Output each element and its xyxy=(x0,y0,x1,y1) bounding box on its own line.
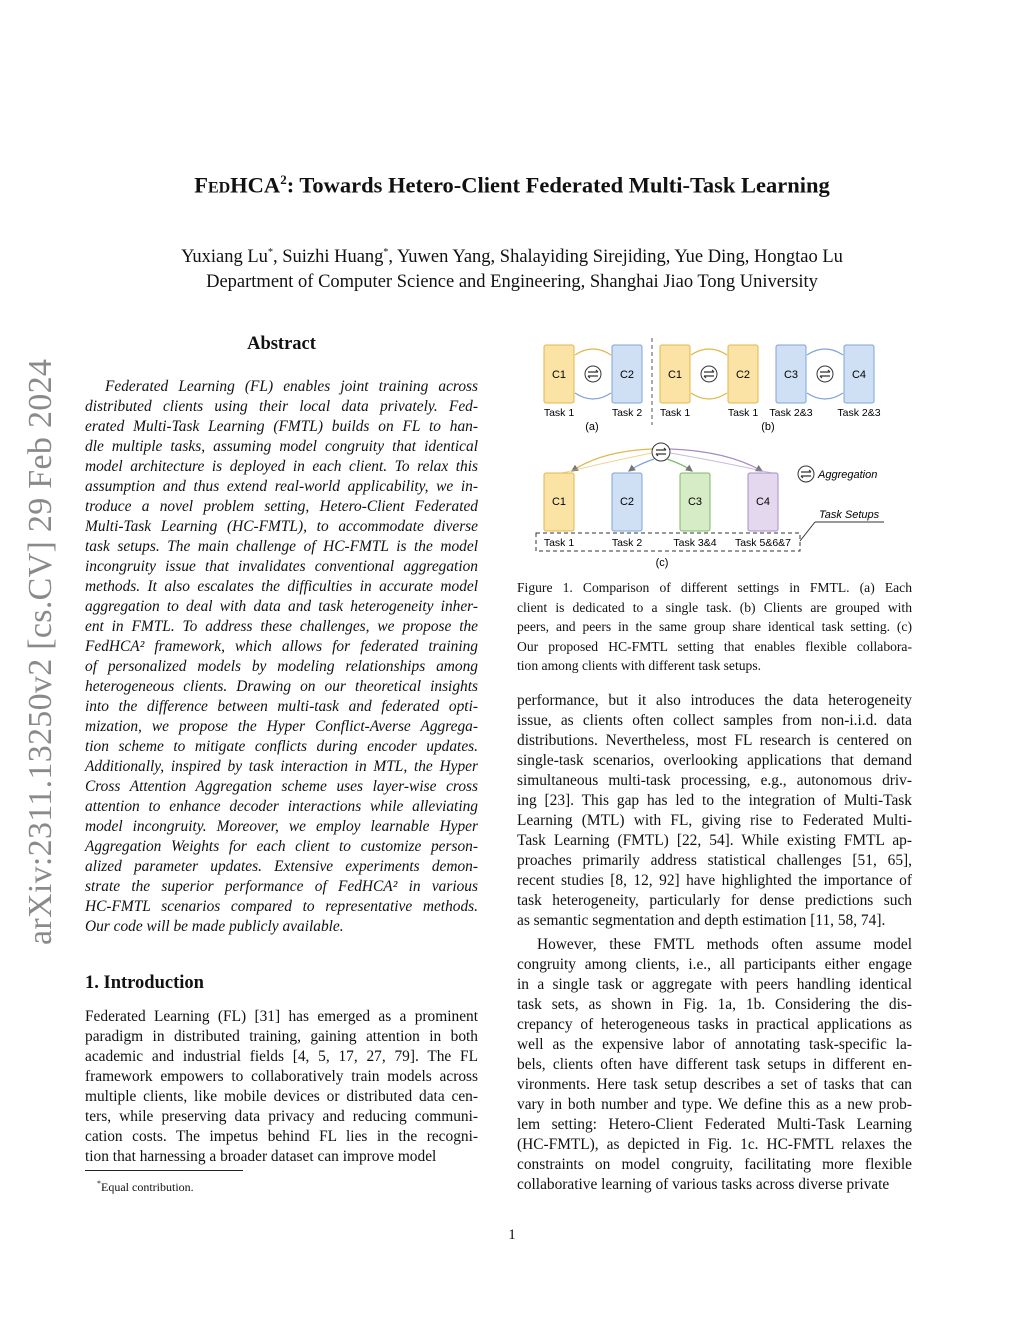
text-line: well as the expensive labor of annotating task-specific la- xyxy=(517,1036,912,1053)
text-line: Federated Learning (FL) [31] has emerged as a prominent xyxy=(85,1008,478,1025)
legend-pointer xyxy=(800,522,815,541)
text-line: bels, clients often have different task setups in different en- xyxy=(517,1056,912,1073)
paragraph xyxy=(517,935,912,1195)
text-line: task heterogeneity, particularly for dense predictions such xyxy=(517,892,912,909)
author-name: Hongtao Lu xyxy=(754,247,843,268)
text-line: lem setting: Hetero-Client Federated Multi-Task Learning xyxy=(517,1116,912,1133)
text-line: distributions. Nevertheless, most FL research is centered on xyxy=(517,732,912,749)
panel-a-label: (a) xyxy=(585,421,599,433)
text-line: aggregation to deal with data and task heterogeneity inher- xyxy=(85,598,478,615)
affiliation: Department of Computer Science and Engineering, Shanghai Jiao Tong University xyxy=(206,272,818,293)
text-line: heterogeneous clients. Drawing on our theoretical insights xyxy=(85,678,478,695)
text-line: methods. It also escalates the difficulties in accurate model xyxy=(85,578,478,595)
text-line: constraints on model congruity, facilitating more flexible xyxy=(517,1156,912,1173)
panel-c-client-label: C4 xyxy=(755,496,771,508)
text-line: strate the superior performance of FedHCA² in various xyxy=(85,878,478,895)
text-line: Task Learning (FMTL) [22, 54]. While existing FMTL ap- xyxy=(517,832,912,849)
text-line: in a single task or aggregate with peers handling identical xyxy=(517,976,912,993)
panel-c-client-label: C2 xyxy=(619,496,635,508)
text-line: paradigm in distributed training, gaining attention in both xyxy=(85,1028,478,1045)
aggregation-legend-icon xyxy=(798,466,814,482)
panel-b-task-label: Task 2&3 xyxy=(769,407,813,419)
text-line: assumption and thus extend real-world applicability, we in- xyxy=(85,478,478,495)
panel-b-task-label: Task 1 xyxy=(727,407,759,419)
panel-b xyxy=(660,345,881,433)
title-method-name: FedHCA xyxy=(194,172,281,198)
author-name: Yuxiang Lu xyxy=(181,247,268,268)
panel-a xyxy=(544,345,643,433)
text-line: simultaneous multi-task processing, e.g., autonomous driv- xyxy=(517,772,912,789)
panel-b-task-label: Task 2&3 xyxy=(837,407,881,419)
figure-1 xyxy=(532,333,892,573)
text-line: Multi-Task Learning (HC-FMTL), to accommodate diverse xyxy=(85,518,478,535)
panel-b-client-label: C3 xyxy=(783,369,799,381)
equal-contribution-mark: * xyxy=(267,247,273,258)
text-line: academic and industrial fields [4, 5, 17, 27, 79]. The FL xyxy=(85,1048,478,1065)
text-line: framework empowers to collaboratively train models across xyxy=(85,1068,478,1085)
legend-aggregation: Aggregation xyxy=(818,469,878,481)
author-name: Yue Ding xyxy=(674,247,745,268)
link-arc xyxy=(670,453,772,473)
panel-a-client-label: C2 xyxy=(619,369,635,381)
aggregation-icon xyxy=(701,366,717,382)
text-line: vironments. Here task setup describes a set of tasks that can xyxy=(517,1076,912,1093)
text-line: model incongruity. Moreover, we employ learnable Hyper xyxy=(85,818,478,835)
text-line: Additionally, inspired by task interaction in MTL, the Hyper xyxy=(85,758,478,775)
text-line: into the difference between multi-task and federated opti- xyxy=(85,698,478,715)
panel-a-client-label: C1 xyxy=(551,369,567,381)
legend-task-setups: Task Setups xyxy=(819,509,880,521)
text-line: Learning (MTL) with FL, giving rise to Federated Multi- xyxy=(517,812,912,829)
panel-c-client-label: C1 xyxy=(551,496,567,508)
text-line: peers, and peers in the same group share identical task setting. (c) xyxy=(517,619,912,634)
text-line: Figure 1. Comparison of different settings in FMTL. (a) Each xyxy=(517,580,912,595)
text-line: incongruity issue that invalidates conventional aggregation xyxy=(85,558,478,575)
text-line: tion among clients with different task setups. xyxy=(517,658,762,673)
text-line: single-task scenarios, overlooking applications that demand xyxy=(517,752,912,769)
text-line: Aggregation Weights for each client to customize person- xyxy=(85,838,478,855)
text-line: attention to enhance decoder interactions while alleviating xyxy=(85,798,478,815)
link-arc xyxy=(807,393,843,399)
text-line: proaches primarily address statistical challenges [51, 65], xyxy=(517,852,912,869)
link-arc xyxy=(575,393,611,399)
panel-b-client-label: C1 xyxy=(667,369,683,381)
text-line: performance, but it also introduces the data heterogeneity xyxy=(517,692,912,709)
text-line: troduce a novel problem setting, Hetero-Client Federated xyxy=(85,498,478,515)
panel-c-client-label: C3 xyxy=(687,496,703,508)
link-arc xyxy=(575,349,611,355)
author-name: Yuwen Yang xyxy=(397,247,491,268)
text-line: HC-FMTL scenarios compared to representative methods. xyxy=(85,898,478,915)
text-line: crepancy of heterogeneous tasks in practical applications as xyxy=(517,1016,912,1033)
text-line: tion that harnessing a broader dataset can improve model xyxy=(85,1148,437,1165)
title-rest: : Towards Hetero-Client Federated Multi-Task Learning xyxy=(286,172,830,198)
text-line: (HC-FMTL), as depicted in Fig. 1c. HC-FMTL relaxes the xyxy=(517,1136,912,1153)
equal-contribution-mark: * xyxy=(383,247,389,258)
author-name: Shalayiding Sirejiding xyxy=(499,247,666,268)
text-line: FedHCA² framework, which allows for federated training xyxy=(85,638,478,655)
link-arc xyxy=(691,393,727,399)
text-line: However, these FMTL methods often assume model xyxy=(537,936,912,953)
text-line: issue, as clients often collect samples from non-i.i.d. data xyxy=(517,712,912,729)
text-line: Federated Learning (FL) enables joint training across xyxy=(105,378,478,395)
link-arc xyxy=(667,459,692,471)
text-line: congruity among clients, i.e., all participants either engage xyxy=(517,956,912,973)
panel-c-task-label: Task 3&4 xyxy=(673,537,717,549)
figure-caption xyxy=(517,578,912,676)
text-line: vary in both number and type. We define this as a new prob- xyxy=(517,1096,912,1113)
paper-title xyxy=(0,172,1024,199)
text-line: task sets, as shown in Fig. 1a, 1b. Considering the dis- xyxy=(517,996,912,1013)
paragraph xyxy=(517,691,912,931)
text-line: alized parameter updates. Extensive experiments demon- xyxy=(85,858,478,875)
panel-b-task-label: Task 1 xyxy=(659,407,691,419)
text-line: client is dedicated to a single task. (b) Clients are grouped with xyxy=(517,599,912,615)
right-column-body xyxy=(517,691,912,1195)
text-line: multiple clients, like mobile devices or distributed data cen- xyxy=(85,1088,478,1105)
text-line: erated Multi-Task Learning (FMTL) builds on FL to han- xyxy=(85,418,478,435)
aggregation-icon xyxy=(585,366,601,382)
text-line: dle multiple tasks, assuming model congruity that identical xyxy=(85,438,478,455)
footnote-text: Equal contribution. xyxy=(101,1180,194,1194)
text-line: as semantic segmentation and depth estimation [11, 58, 74]. xyxy=(517,912,886,929)
author-list: Yuxiang Lu*, Suizhi Huang*, Yuwen Yang, Shalayiding Sirejiding, Yue Ding, Hongtao Lu xyxy=(181,247,843,268)
text-line: distributed clients using their local data privately. Fed- xyxy=(85,398,478,415)
aggregation-icon xyxy=(817,366,833,382)
panel-a-task-label: Task 1 xyxy=(543,407,575,419)
text-line: mization, we propose the Hyper Conflict-Averse Aggrega- xyxy=(85,718,478,735)
panel-a-task-label: Task 2 xyxy=(611,407,643,419)
text-line: ters, while preserving data privacy and reducing communi- xyxy=(85,1108,478,1125)
link-arc xyxy=(691,349,727,355)
text-line: model architecture is deployed in each client. To relax this xyxy=(85,458,478,475)
text-line: cation costs. The impetus behind FL lies in the recogni- xyxy=(85,1128,478,1145)
text-line: task setups. The main challenge of HC-FMTL is the model xyxy=(85,538,478,555)
text-line: tion scheme to mitigate conflicts during encoder updates. xyxy=(85,738,478,755)
text-line: collaborative learning of various tasks across diverse private xyxy=(517,1176,890,1193)
abstract-body xyxy=(85,377,478,937)
introduction-heading: 1. Introduction xyxy=(85,973,204,993)
text-line: Cross Attention Aggregation scheme uses layer-wise cross xyxy=(85,778,478,795)
abstract-heading: Abstract xyxy=(247,334,316,354)
link-arc xyxy=(807,349,843,355)
author-block xyxy=(0,240,1024,295)
panel-c-task-label: Task 2 xyxy=(611,537,643,549)
footnote-mark: * xyxy=(97,1179,101,1188)
introduction-body xyxy=(85,1007,478,1167)
text-line: Our code will be made publicly available. xyxy=(85,918,344,935)
footnote xyxy=(97,1179,194,1195)
panel-c-label: (c) xyxy=(655,557,669,569)
aggregation-icon xyxy=(652,443,670,461)
panel-c xyxy=(536,443,884,569)
text-line: recent studies [8, 12, 92] have highlighted the importance of xyxy=(517,872,912,889)
panel-b-client-label: C4 xyxy=(851,369,867,381)
title-superscript: 2 xyxy=(280,172,287,187)
link-arc xyxy=(629,459,654,471)
text-line: ent in FMTL. To address these challenges, we propose the xyxy=(85,618,478,635)
panel-c-task-label: Task 1 xyxy=(543,537,575,549)
footnote-divider xyxy=(85,1170,243,1171)
arxiv-stamp: arXiv:2311.13250v2 [cs.CV] 29 Feb 2024 xyxy=(22,358,59,945)
text-line: Our proposed HC-FMTL setting that enables flexible collabora- xyxy=(517,638,912,654)
author-name: Suizhi Huang xyxy=(282,247,384,268)
panel-b-label: (b) xyxy=(761,421,775,433)
page-number: 1 xyxy=(508,1227,516,1243)
text-line: of personalized models by modeling relationships among xyxy=(85,658,478,675)
panel-c-task-label: Task 5&6&7 xyxy=(734,537,792,549)
text-line: ing [23]. This gap has led to the integration of Multi-Task xyxy=(517,792,912,809)
panel-b-client-label: C2 xyxy=(735,369,751,381)
